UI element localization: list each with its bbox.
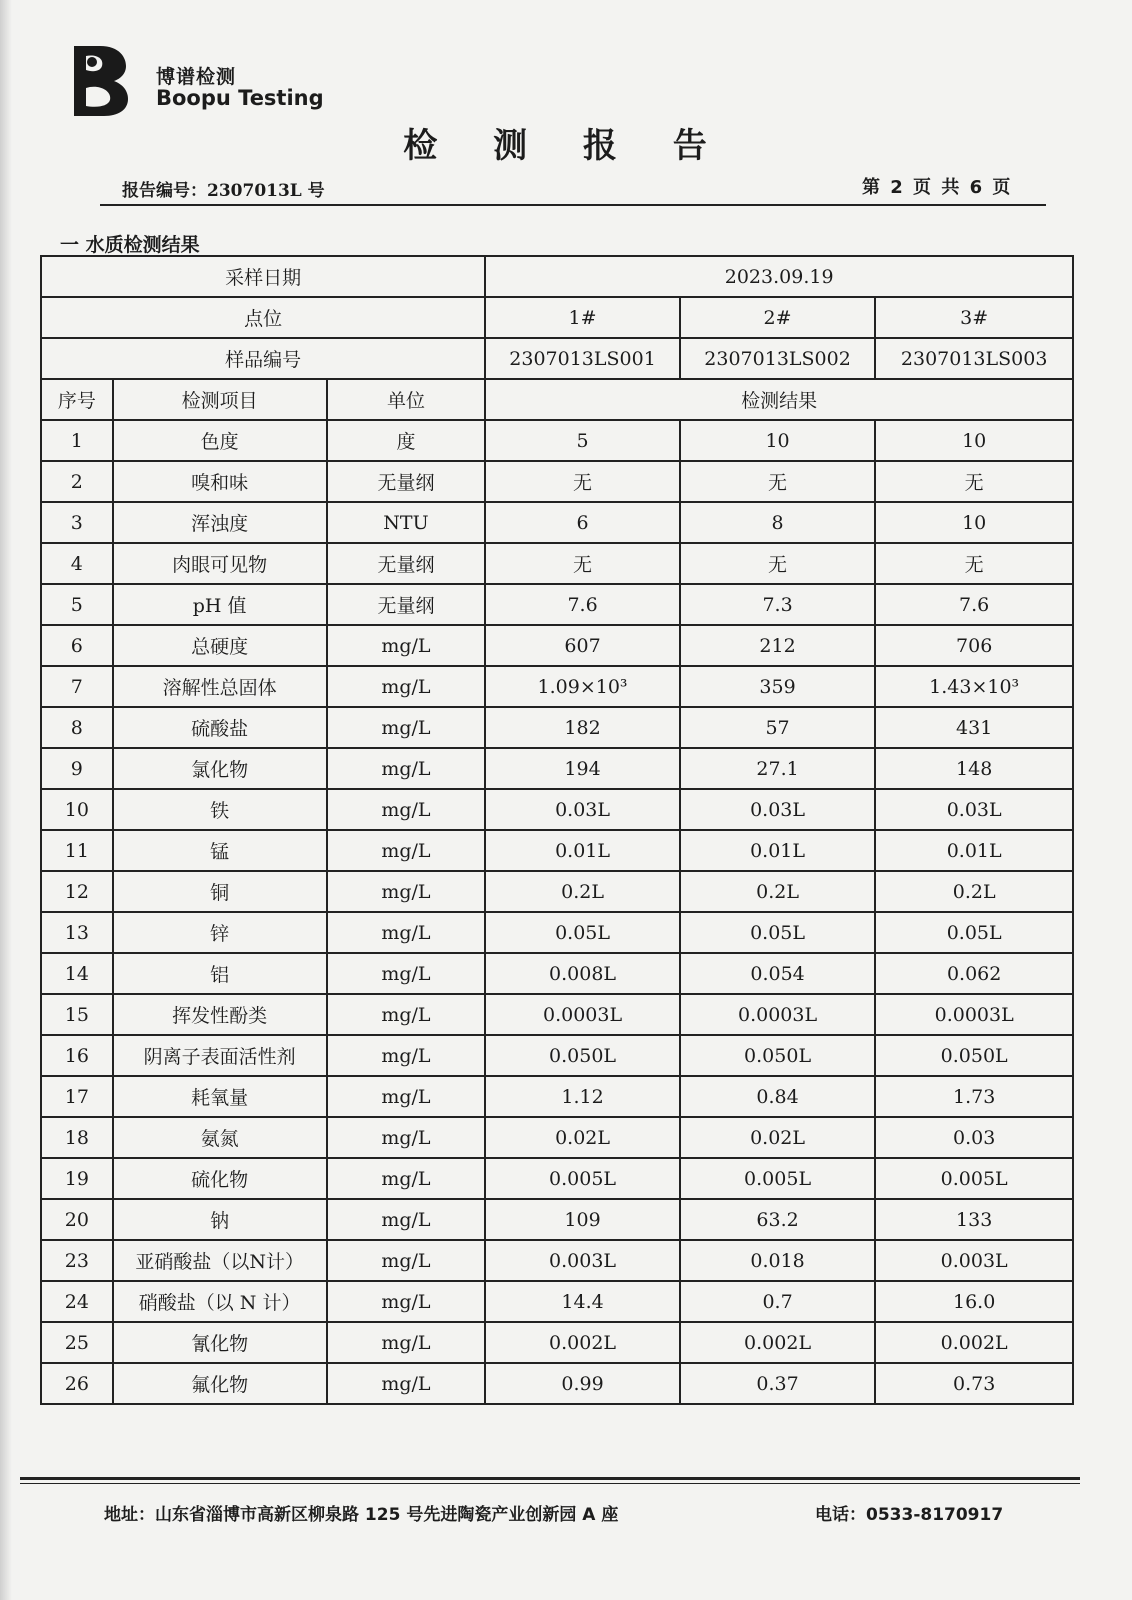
table-row: [41, 543, 1073, 584]
table-row: [41, 502, 1073, 543]
table-row: [41, 1199, 1073, 1240]
row-result-3-cell: 1.43×10³: [875, 666, 1073, 707]
row-result-2-cell: 0.002L: [680, 1322, 876, 1363]
row-unit-cell: mg/L: [327, 707, 486, 748]
row-seq-cell: 24: [41, 1281, 113, 1322]
row-seq-cell: 18: [41, 1117, 113, 1158]
row-result-2-cell: 0.018: [680, 1240, 876, 1281]
row-result-1-cell: 607: [485, 625, 680, 666]
row-unit-cell: 无量纲: [327, 543, 486, 584]
row-result-3-cell: 1.73: [875, 1076, 1073, 1117]
row-seq-cell: 10: [41, 789, 113, 830]
row-item-cell: 氰化物: [113, 1322, 327, 1363]
row-result-1-cell: 0.003L: [485, 1240, 680, 1281]
table-row: [41, 420, 1073, 461]
row-unit-cell: 无量纲: [327, 584, 486, 625]
row-result-3-cell: 0.0003L: [875, 994, 1073, 1035]
row-item-cell: 锰: [113, 830, 327, 871]
row-unit-cell: mg/L: [327, 789, 486, 830]
point-2: 2#: [680, 297, 876, 338]
row-seq-cell: 16: [41, 1035, 113, 1076]
row-seq-cell: 5: [41, 584, 113, 625]
row-item-cell: 铁: [113, 789, 327, 830]
row-result-1-cell: 7.6: [485, 584, 680, 625]
row-result-3-cell: 0.062: [875, 953, 1073, 994]
row-result-3-cell: 0.01L: [875, 830, 1073, 871]
row-item-cell: 氨氮: [113, 1117, 327, 1158]
row-unit-cell: mg/L: [327, 625, 486, 666]
section-title: 一 水质检测结果: [60, 234, 200, 256]
row-unit-cell: mg/L: [327, 953, 486, 994]
row-result-3-cell: 10: [875, 502, 1073, 543]
row-result-3-cell: 0.005L: [875, 1158, 1073, 1199]
row-seq-cell: 9: [41, 748, 113, 789]
sampling-date-value: 2023.09.19: [485, 256, 1073, 297]
row-result-3-cell: 0.002L: [875, 1322, 1073, 1363]
row-result-3-cell: 7.6: [875, 584, 1073, 625]
row-unit-cell: mg/L: [327, 1240, 486, 1281]
row-seq-cell: 14: [41, 953, 113, 994]
sample-number-label: 样品编号: [41, 338, 485, 379]
col-header-seq: 序号: [41, 379, 113, 420]
row-result-2-cell: 0.03L: [680, 789, 876, 830]
row-result-1-cell: 0.005L: [485, 1158, 680, 1199]
sampling-date-label: 采样日期: [41, 256, 485, 297]
row-item-cell: 亚硝酸盐（以N计）: [113, 1240, 327, 1281]
row-result-3-cell: 0.05L: [875, 912, 1073, 953]
row-result-3-cell: 0.2L: [875, 871, 1073, 912]
table-row: [41, 1158, 1073, 1199]
row-seq-cell: 7: [41, 666, 113, 707]
row-unit-cell: mg/L: [327, 1199, 486, 1240]
row-seq-cell: 20: [41, 1199, 113, 1240]
row-result-3-cell: 706: [875, 625, 1073, 666]
row-seq-cell: 19: [41, 1158, 113, 1199]
row-result-3-cell: 0.003L: [875, 1240, 1073, 1281]
table-row: [41, 871, 1073, 912]
row-result-1-cell: 无: [485, 543, 680, 584]
row-item-cell: 肉眼可见物: [113, 543, 327, 584]
row-result-2-cell: 0.005L: [680, 1158, 876, 1199]
row-item-cell: 溶解性总固体: [113, 666, 327, 707]
row-seq-cell: 8: [41, 707, 113, 748]
row-unit-cell: mg/L: [327, 912, 486, 953]
table-row: [41, 584, 1073, 625]
row-result-1-cell: 0.02L: [485, 1117, 680, 1158]
col-header-result: 检测结果: [485, 379, 1073, 420]
row-result-1-cell: 5: [485, 420, 680, 461]
row-result-3-cell: 无: [875, 543, 1073, 584]
table-row: [41, 461, 1073, 502]
row-unit-cell: mg/L: [327, 1117, 486, 1158]
row-item-cell: 氯化物: [113, 748, 327, 789]
table-row: [41, 1035, 1073, 1076]
row-result-2-cell: 359: [680, 666, 876, 707]
sample-number-3: 2307013LS003: [875, 338, 1073, 379]
row-item-cell: 总硬度: [113, 625, 327, 666]
row-seq-cell: 4: [41, 543, 113, 584]
row-unit-cell: mg/L: [327, 1158, 486, 1199]
row-result-1-cell: 1.12: [485, 1076, 680, 1117]
col-header-unit: 单位: [327, 379, 486, 420]
row-result-3-cell: 10: [875, 420, 1073, 461]
row-item-cell: 耗氧量: [113, 1076, 327, 1117]
row-result-1-cell: 0.008L: [485, 953, 680, 994]
footer-phone: 电话：0533-8170917: [815, 1505, 1004, 1525]
sample-number-row: [41, 338, 1073, 379]
row-item-cell: 色度: [113, 420, 327, 461]
row-result-1-cell: 6: [485, 502, 680, 543]
row-result-1-cell: 1.09×10³: [485, 666, 680, 707]
row-unit-cell: mg/L: [327, 748, 486, 789]
table-row: [41, 953, 1073, 994]
header-divider: [100, 204, 1046, 206]
row-seq-cell: 17: [41, 1076, 113, 1117]
row-item-cell: 硫化物: [113, 1158, 327, 1199]
row-result-3-cell: 0.03: [875, 1117, 1073, 1158]
row-result-1-cell: 0.05L: [485, 912, 680, 953]
row-result-1-cell: 0.01L: [485, 830, 680, 871]
row-result-2-cell: 0.050L: [680, 1035, 876, 1076]
water-quality-results-table: [40, 255, 1074, 1405]
footer-divider-thin: [20, 1483, 1080, 1484]
table-row: [41, 789, 1073, 830]
row-item-cell: 锌: [113, 912, 327, 953]
footer-address: 地址：山东省淄博市高新区柳泉路 125 号先进陶瓷产业创新园 A 座: [104, 1505, 619, 1525]
row-seq-cell: 25: [41, 1322, 113, 1363]
row-result-2-cell: 0.054: [680, 953, 876, 994]
row-result-2-cell: 0.01L: [680, 830, 876, 871]
row-result-1-cell: 0.03L: [485, 789, 680, 830]
row-result-2-cell: 63.2: [680, 1199, 876, 1240]
row-unit-cell: mg/L: [327, 1281, 486, 1322]
row-item-cell: 浑浊度: [113, 502, 327, 543]
table-row: [41, 994, 1073, 1035]
row-result-3-cell: 133: [875, 1199, 1073, 1240]
point-1: 1#: [485, 297, 680, 338]
row-seq-cell: 12: [41, 871, 113, 912]
sample-number-1: 2307013LS001: [485, 338, 680, 379]
sample-number-2: 2307013LS002: [680, 338, 876, 379]
table-row: [41, 707, 1073, 748]
row-result-1-cell: 0.99: [485, 1363, 680, 1404]
row-item-cell: 挥发性酚类: [113, 994, 327, 1035]
row-unit-cell: 无量纲: [327, 461, 486, 502]
row-item-cell: 硫酸盐: [113, 707, 327, 748]
table-row: [41, 1322, 1073, 1363]
row-item-cell: 阴离子表面活性剂: [113, 1035, 327, 1076]
table-row: [41, 1240, 1073, 1281]
point-3: 3#: [875, 297, 1073, 338]
row-seq-cell: 23: [41, 1240, 113, 1281]
row-unit-cell: mg/L: [327, 1363, 486, 1404]
row-result-2-cell: 0.05L: [680, 912, 876, 953]
row-result-2-cell: 0.2L: [680, 871, 876, 912]
row-result-2-cell: 7.3: [680, 584, 876, 625]
row-unit-cell: mg/L: [327, 994, 486, 1035]
report-number: 报告编号：2307013L 号: [122, 181, 325, 201]
page-indicator: 第 2 页 共 6 页: [862, 177, 1013, 198]
row-result-3-cell: 0.73: [875, 1363, 1073, 1404]
row-result-2-cell: 0.0003L: [680, 994, 876, 1035]
table-row: [41, 1363, 1073, 1404]
row-result-1-cell: 14.4: [485, 1281, 680, 1322]
row-item-cell: 铝: [113, 953, 327, 994]
table-row: [41, 625, 1073, 666]
row-result-2-cell: 27.1: [680, 748, 876, 789]
row-result-3-cell: 无: [875, 461, 1073, 502]
row-seq-cell: 2: [41, 461, 113, 502]
row-result-1-cell: 0.002L: [485, 1322, 680, 1363]
row-result-2-cell: 212: [680, 625, 876, 666]
row-item-cell: 硝酸盐（以 N 计）: [113, 1281, 327, 1322]
table-row: [41, 830, 1073, 871]
row-item-cell: 嗅和味: [113, 461, 327, 502]
table-row: [41, 912, 1073, 953]
row-result-1-cell: 0.0003L: [485, 994, 680, 1035]
row-seq-cell: 3: [41, 502, 113, 543]
page-edge-shadow: [0, 0, 12, 1600]
row-result-2-cell: 0.37: [680, 1363, 876, 1404]
row-result-3-cell: 16.0: [875, 1281, 1073, 1322]
row-seq-cell: 13: [41, 912, 113, 953]
row-result-2-cell: 无: [680, 461, 876, 502]
row-unit-cell: mg/L: [327, 1076, 486, 1117]
row-result-2-cell: 0.84: [680, 1076, 876, 1117]
table-row: [41, 1117, 1073, 1158]
point-row: [41, 297, 1073, 338]
row-result-1-cell: 无: [485, 461, 680, 502]
column-header-row: [41, 379, 1073, 420]
row-result-1-cell: 182: [485, 707, 680, 748]
row-seq-cell: 6: [41, 625, 113, 666]
row-result-2-cell: 57: [680, 707, 876, 748]
table-row: [41, 748, 1073, 789]
row-result-3-cell: 0.050L: [875, 1035, 1073, 1076]
row-result-2-cell: 0.7: [680, 1281, 876, 1322]
row-seq-cell: 15: [41, 994, 113, 1035]
row-item-cell: 氟化物: [113, 1363, 327, 1404]
table-row: [41, 666, 1073, 707]
row-result-1-cell: 0.050L: [485, 1035, 680, 1076]
row-unit-cell: mg/L: [327, 830, 486, 871]
point-label: 点位: [41, 297, 485, 338]
row-result-1-cell: 194: [485, 748, 680, 789]
row-unit-cell: mg/L: [327, 1322, 486, 1363]
row-item-cell: 铜: [113, 871, 327, 912]
row-result-3-cell: 148: [875, 748, 1073, 789]
row-unit-cell: mg/L: [327, 666, 486, 707]
row-seq-cell: 11: [41, 830, 113, 871]
row-result-1-cell: 0.2L: [485, 871, 680, 912]
col-header-item: 检测项目: [113, 379, 327, 420]
row-unit-cell: NTU: [327, 502, 486, 543]
row-unit-cell: mg/L: [327, 871, 486, 912]
row-item-cell: pH 值: [113, 584, 327, 625]
brand-name-en: Boopu Testing: [156, 86, 324, 110]
sampling-date-row: [41, 256, 1073, 297]
row-result-2-cell: 0.02L: [680, 1117, 876, 1158]
brand-name-cn: 博谱检测: [156, 66, 237, 88]
row-seq-cell: 1: [41, 420, 113, 461]
row-result-1-cell: 109: [485, 1199, 680, 1240]
report-title: 检 测 报 告: [403, 126, 729, 166]
table-row: [41, 1281, 1073, 1322]
row-result-3-cell: 0.03L: [875, 789, 1073, 830]
table-row: [41, 1076, 1073, 1117]
boopu-logo-icon: [70, 42, 130, 118]
footer-divider-thick: [20, 1477, 1080, 1480]
row-result-3-cell: 431: [875, 707, 1073, 748]
row-item-cell: 钠: [113, 1199, 327, 1240]
row-unit-cell: 度: [327, 420, 486, 461]
row-result-2-cell: 10: [680, 420, 876, 461]
row-unit-cell: mg/L: [327, 1035, 486, 1076]
row-result-2-cell: 无: [680, 543, 876, 584]
row-result-2-cell: 8: [680, 502, 876, 543]
row-seq-cell: 26: [41, 1363, 113, 1404]
